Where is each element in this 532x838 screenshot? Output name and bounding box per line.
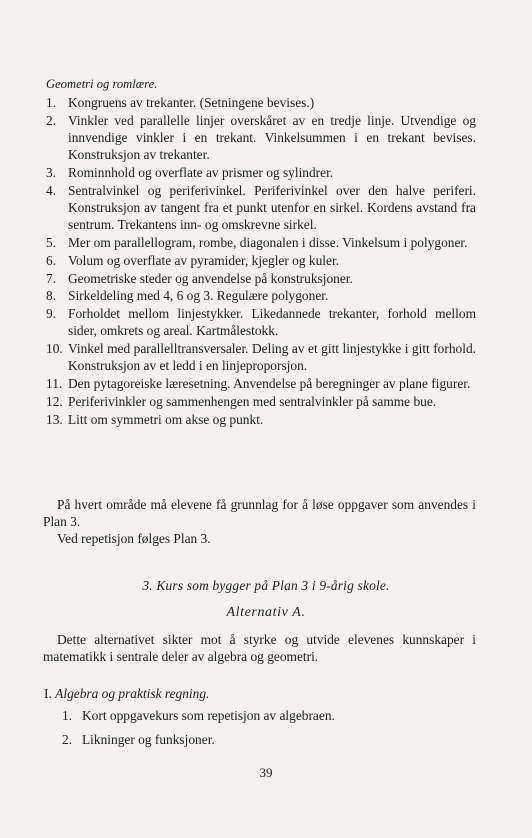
- list-item: [46, 305, 476, 339]
- item-number: 9.: [46, 306, 57, 322]
- list-item: [46, 411, 476, 428]
- item-number: 11.: [46, 376, 63, 392]
- item-text: Sirkeldeling med 4, 6 og 3. Regulære polygoner.: [68, 288, 329, 304]
- item-text: Likninger og funksjoner.: [82, 732, 215, 748]
- item-number: 8.: [46, 288, 57, 304]
- list-item: [46, 340, 476, 374]
- alternative-heading: Alternativ A.: [226, 605, 306, 620]
- list-item: [46, 94, 476, 111]
- list-item: [46, 112, 476, 164]
- item-text: Periferivinkler og sammenhengen med sentralvinkler på samme bue.: [68, 393, 437, 409]
- paragraph-repetition: Ved repetisjon følges Plan 3.: [57, 531, 211, 546]
- item-number: 13.: [46, 411, 63, 427]
- page-number: 39: [259, 765, 273, 780]
- list-item: [46, 393, 476, 410]
- item-text: Kongruens av trekanter. (Setningene bevises.): [68, 95, 315, 110]
- item-text: Geometriske steder og anvendelse på konstruksjoner.: [68, 270, 353, 286]
- item-text: Litt om symmetri om akse og punkt.: [68, 411, 264, 427]
- paragraph-foundation: På hvert område må elevene få grunnlag for å løse oppgaver som anvendes i Plan 3.: [43, 497, 476, 530]
- item-text: Den pytagoreiske læresetning. Anvendelse på beregninger av plane figurer.: [68, 376, 471, 392]
- list-item: [46, 270, 476, 287]
- list-item: [46, 234, 476, 251]
- item-number: 3.: [46, 165, 57, 180]
- section-heading: Geometri og romlære.: [46, 77, 158, 91]
- item-text: Vinkler ved parallelle linjer overskåret av en tredje linje. Utvendige og innvendige vinkler i en trekant. Vinkelsummen i en trekant bevises. Konstruksjon av trekanter.: [68, 112, 476, 163]
- item-text: Kort oppgavekurs som repetisjon av algebraen.: [82, 708, 335, 723]
- algebra-item-list: [62, 707, 462, 755]
- list-item: [62, 707, 462, 724]
- geometry-topic-list: [46, 94, 476, 429]
- item-text: Volum og overflate av pyramider, kjegler og kuler.: [68, 252, 340, 268]
- list-item: [46, 287, 476, 304]
- part-title: Algebra og praktisk regning.: [55, 686, 210, 701]
- item-number: 12.: [46, 393, 63, 409]
- item-text: Mer om parallellogram, rombe, diagonalen i disse. Vinkelsum i polygoner.: [68, 235, 468, 250]
- item-text: Vinkel med parallelltransversaler. Deling av et gitt linjestykke i gitt forhold. Konstruksjon av et ledd i en linjeproporsjon.: [68, 341, 476, 374]
- item-number: 4.: [46, 182, 57, 198]
- item-number: 6.: [46, 252, 57, 268]
- item-number: 1.: [46, 95, 57, 110]
- paragraph-alternative-description: Dette alternativet sikter mot å styrke og utvide elevenes kunnskaper i matematikk i sentrale deler av algebra og geometri.: [43, 632, 476, 665]
- item-number: 5.: [46, 235, 57, 250]
- item-text: Sentralvinkel og periferivinkel. Periferivinkel over den halve periferi. Konstruksjon av tangent fra et punkt utenfor en sirkel. Kordens avstand fra sentrum. Trekantens inn- og omskrevne sirkel.: [68, 182, 476, 233]
- part-heading: [44, 685, 209, 702]
- list-item: [46, 375, 476, 392]
- item-number: 7.: [46, 270, 57, 286]
- course-heading: 3. Kurs som bygger på Plan 3 i 9-årig skole.: [142, 578, 390, 593]
- item-text: Forholdet mellom linjestykker. Likedannede trekanter, forhold mellom sider, omkrets og areal. Kartmålestokk.: [68, 306, 476, 339]
- list-item: [46, 252, 476, 269]
- list-item: [46, 182, 476, 234]
- list-item: [62, 731, 462, 748]
- part-numeral: I.: [44, 686, 52, 701]
- list-item: [46, 164, 476, 181]
- item-text: Rominnhold og overflate av prismer og sylindrer.: [68, 165, 334, 180]
- item-number: 2.: [46, 112, 57, 128]
- item-number: 1.: [62, 708, 73, 723]
- item-number: 10.: [46, 341, 63, 357]
- item-number: 2.: [62, 732, 73, 748]
